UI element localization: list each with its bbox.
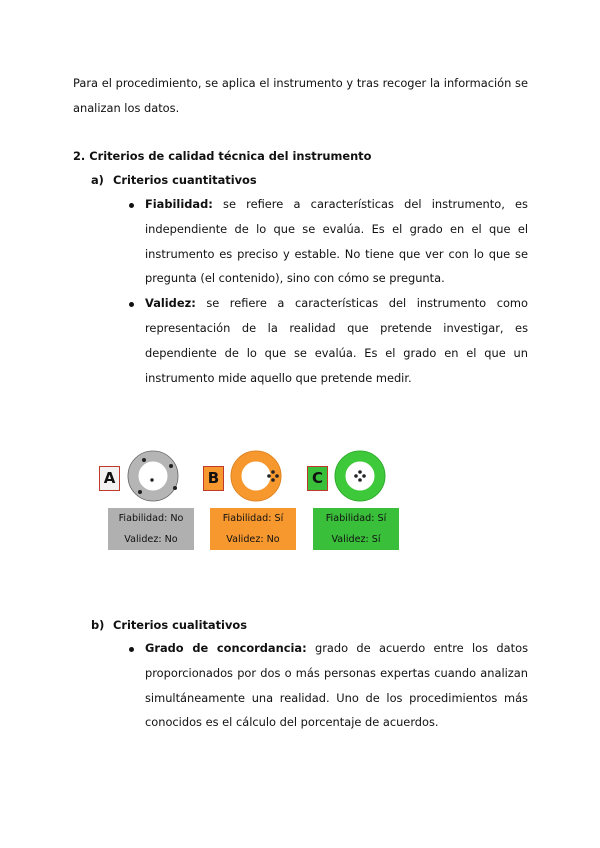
panel-a-info	[108, 508, 194, 550]
bullet-item-fiabilidad	[127, 192, 528, 291]
term-concordancia: Grado de concordancia:	[145, 641, 307, 655]
panel-a-fiabilidad: Fiabilidad: No	[118, 513, 184, 524]
bullet-dot-icon	[129, 647, 134, 652]
definition-fiabilidad: se refiere a características del instrumento, es independiente de lo que se evalúa. Es el grado en el que el instrumento es preciso y estable. No tiene que ver con lo que se pregunta (el contenido), sino con cómo se pregunta.	[145, 197, 528, 286]
definition-concordancia: grado de acuerdo entre los datos proporcionados por dos o más personas expertas cuando analizan simultáneamente una realidad. Uno de los procedimientos más conocidos es el cálculo del porcentaje de acuerdos.	[145, 641, 529, 730]
bullet-dot-icon	[129, 203, 134, 208]
target-a-icon	[127, 450, 179, 502]
intro-paragraph: Para el procedimiento, se aplica el instrumento y tras recoger la información se analizan los datos.	[73, 76, 528, 115]
panel-c-info	[313, 508, 399, 550]
bullet-dot-icon	[129, 302, 134, 307]
panel-a-validez: Validez: No	[124, 534, 178, 545]
panel-b-fiabilidad: Fiabilidad: Sí	[222, 513, 284, 524]
bullet-list-cualitativos	[127, 636, 528, 735]
panel-b-letter: B	[203, 466, 224, 491]
term-fiabilidad: Fiabilidad:	[145, 197, 213, 211]
target-b-icon	[230, 450, 282, 502]
subheading-title: Criterios cualitativos	[112, 618, 247, 632]
panel-b-info	[210, 508, 296, 550]
section-heading-criterios: 2. Criterios de calidad técnica del instrumento	[73, 149, 372, 163]
panel-c-validez: Validez: Sí	[331, 534, 381, 545]
bullet-item-concordancia	[127, 636, 528, 735]
panel-c-fiabilidad: Fiabilidad: Sí	[325, 513, 387, 524]
definition-validez: se refiere a características del instrumento como representación de la realidad que pretende investigar, es dependiente de lo que se evalúa. Es el grado en el que un instrumento mide aquello que pretende medir.	[145, 296, 528, 385]
subheading-label: a)	[91, 173, 104, 187]
bullet-list-cuantitativos	[127, 192, 528, 390]
subheading-cuantitativos	[91, 170, 257, 190]
target-c-icon	[334, 450, 386, 502]
panel-c-letter: C	[307, 466, 328, 491]
term-validez: Validez:	[145, 296, 196, 311]
subheading-title: Criterios cuantitativos	[112, 173, 257, 187]
bullet-item-validez	[127, 291, 528, 390]
panel-a-letter: A	[99, 466, 120, 491]
subheading-cualitativos	[91, 615, 247, 635]
panel-b-validez: Validez: No	[226, 534, 280, 545]
reliability-validity-figure	[97, 446, 407, 556]
subheading-label: b)	[91, 618, 105, 632]
